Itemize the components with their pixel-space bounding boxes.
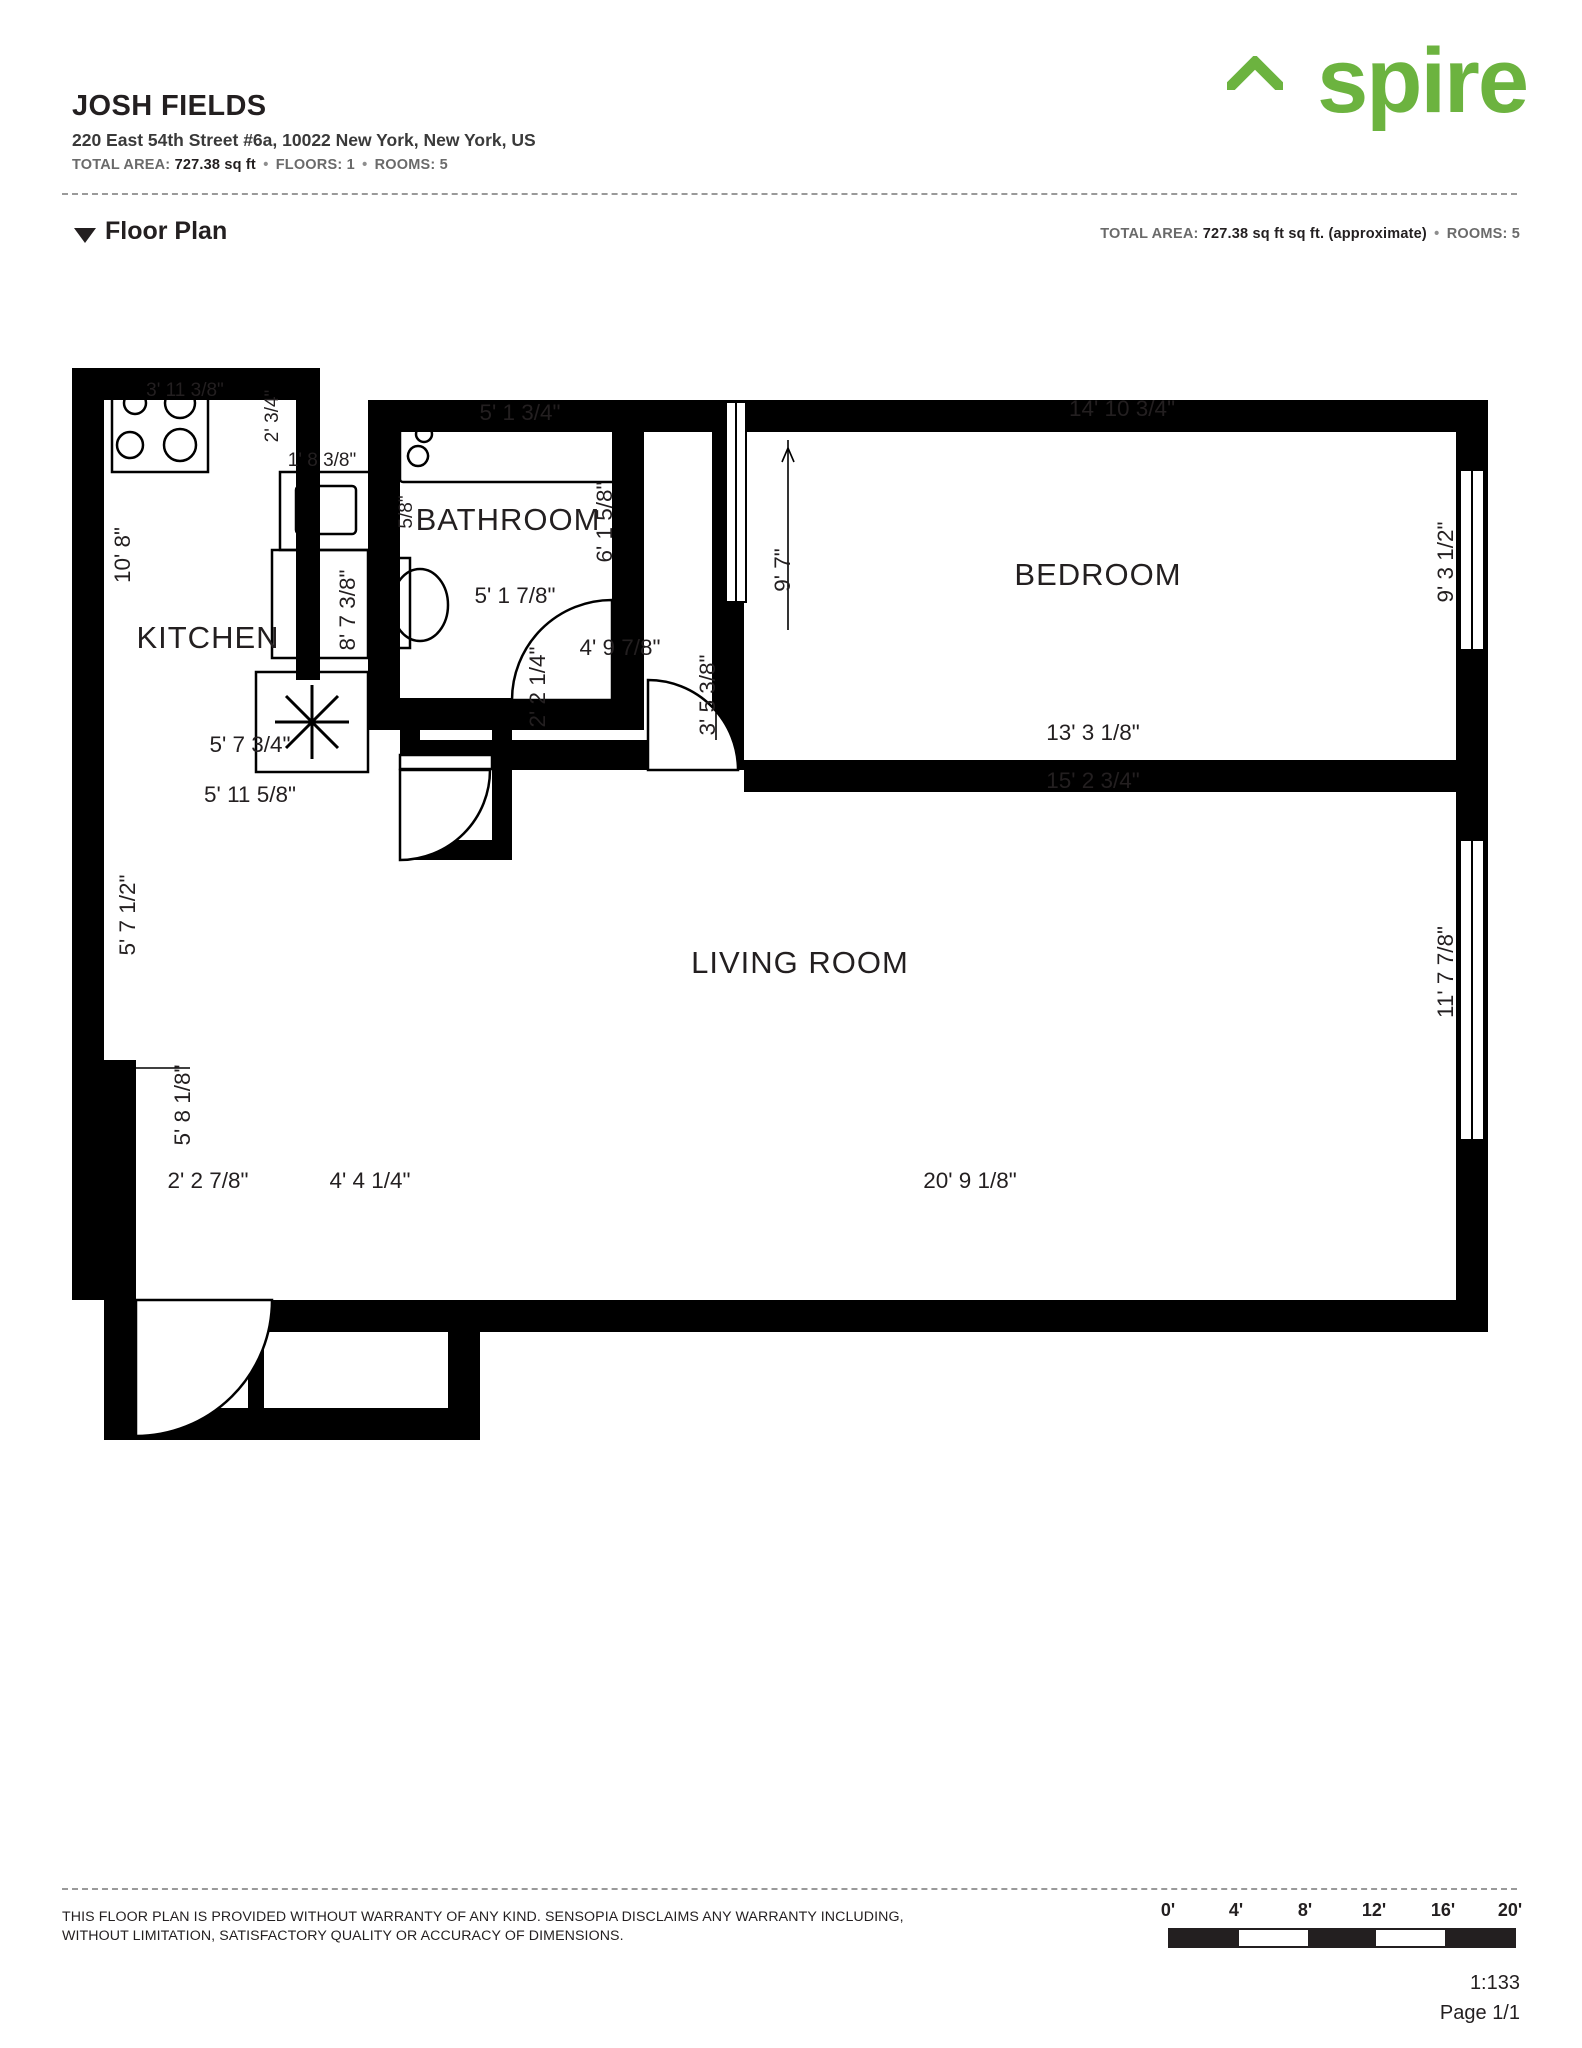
dimension-label: 5' 11 5/8" bbox=[204, 782, 296, 807]
dimension-label: 5' 7 1/2" bbox=[115, 874, 140, 956]
sub-sep-1: • bbox=[1434, 226, 1440, 242]
header-sep-2: • bbox=[362, 157, 368, 173]
dimension-label: 1' 8 3/8" bbox=[287, 450, 357, 471]
header-total-area-value: 727.38 sq ft bbox=[174, 157, 256, 173]
dimension-label: 8' 7 3/8" bbox=[335, 569, 360, 651]
dimension-label: 5/8" bbox=[396, 495, 417, 529]
dimension-label: 5' 1 7/8" bbox=[474, 583, 556, 608]
dimension-label: 10' 8" bbox=[110, 526, 135, 584]
spire-logo-text: spire bbox=[1317, 30, 1527, 132]
header-total-area-label: TOTAL AREA: bbox=[72, 157, 171, 173]
dimension-label: 3' 11 3/8" bbox=[146, 380, 224, 401]
scale-ratio: 1:133 bbox=[1469, 1972, 1520, 1994]
dimension-label: 13' 3 1/8" bbox=[1046, 720, 1140, 745]
header-floors: FLOORS: 1 bbox=[275, 157, 355, 173]
sub-total-area-value: 727.38 sq ft sq ft. (approximate) bbox=[1202, 226, 1427, 242]
header-divider bbox=[62, 193, 1517, 195]
dimension-label: 15' 2 3/4" bbox=[1046, 768, 1140, 793]
dimension-label: 9' 3 1/2" bbox=[1433, 521, 1458, 603]
dimension-label: 2' 2 7/8" bbox=[167, 1168, 249, 1193]
scale-tick-labels bbox=[1160, 1900, 1523, 1926]
client-name: JOSH FIELDS bbox=[72, 90, 267, 122]
spire-logo bbox=[1227, 26, 1527, 136]
dimension-label: 5' 8 1/8" bbox=[170, 1064, 195, 1146]
header-stats bbox=[72, 157, 448, 173]
page-number: Page 1/1 bbox=[1439, 2002, 1520, 2024]
header-rooms: ROOMS: 5 bbox=[374, 157, 448, 173]
footer-divider bbox=[62, 1888, 1517, 1890]
dimension-label: 4' 9 7/8" bbox=[579, 635, 661, 660]
floor-plan-drawing bbox=[0, 300, 1582, 1850]
sub-total-area-label: TOTAL AREA: bbox=[1100, 226, 1199, 242]
dimension-label: 20' 9 1/8" bbox=[923, 1168, 1017, 1193]
scale-tick-4: 4' bbox=[1228, 1900, 1244, 1920]
scale-seg-5 bbox=[1445, 1930, 1514, 1946]
floorplan-subheader bbox=[0, 212, 1582, 260]
header-sep-1: • bbox=[263, 157, 269, 173]
subheader-stats bbox=[1100, 226, 1520, 242]
room-label-living: LIVING ROOM bbox=[691, 945, 909, 980]
page-header bbox=[0, 0, 1582, 200]
dimension-label: 4' 4 1/4" bbox=[329, 1168, 411, 1193]
dimension-label: 11' 7 7/8" bbox=[1433, 926, 1458, 1018]
sub-rooms: ROOMS: 5 bbox=[1446, 226, 1520, 242]
dimension-label: 14' 10 3/4" bbox=[1068, 396, 1176, 421]
floorplan-title: Floor Plan bbox=[105, 217, 228, 245]
dimension-label: 5' 7 3/4" bbox=[209, 732, 291, 757]
scale-bar-graphic bbox=[1168, 1928, 1516, 1948]
caret-logo-icon bbox=[1227, 56, 1283, 90]
scale-tick-8: 8' bbox=[1297, 1900, 1313, 1920]
scale-seg-3 bbox=[1308, 1930, 1377, 1946]
dimension-label: 3' 5 3/8" bbox=[695, 654, 720, 736]
scale-tick-20: 20' bbox=[1497, 1900, 1523, 1920]
scale-seg-4 bbox=[1376, 1930, 1445, 1946]
disclaimer-line-2: WITHOUT LIMITATION, SATISFACTORY QUALITY OR ACCURACY OF DIMENSIONS. bbox=[62, 1928, 624, 1945]
scale-tick-12: 12' bbox=[1361, 1900, 1387, 1920]
collapse-triangle-icon[interactable] bbox=[74, 228, 96, 243]
scale-tick-16: 16' bbox=[1430, 1900, 1456, 1920]
dimension-label: 2' 3/4" bbox=[262, 389, 283, 443]
dimension-label: 5' 1 3/4" bbox=[479, 400, 561, 425]
wall-outlines bbox=[72, 368, 1488, 1440]
scale-tick-0: 0' bbox=[1160, 1900, 1176, 1920]
room-label-bedroom: BEDROOM bbox=[1014, 557, 1182, 592]
dimension-label: 6' 1 5/8" bbox=[592, 481, 617, 563]
scale-seg-2 bbox=[1239, 1930, 1308, 1946]
room-label-kitchen: KITCHEN bbox=[136, 620, 280, 655]
room-label-bathroom: BATHROOM bbox=[415, 502, 601, 537]
scale-bar bbox=[1160, 1900, 1523, 1960]
dimension-label: 2' 2 1/4" bbox=[525, 646, 550, 728]
property-address: 220 East 54th Street #6a, 10022 New York, New York, US bbox=[72, 130, 536, 150]
dimension-label: 9' 7" bbox=[770, 548, 795, 592]
disclaimer-text bbox=[62, 1908, 992, 1946]
page-footer bbox=[0, 1880, 1582, 2048]
disclaimer-line-1: THIS FLOOR PLAN IS PROVIDED WITHOUT WARRANTY OF ANY KIND. SENSOPIA DISCLAIMS ANY WARRANTY INCLUDING, bbox=[62, 1909, 904, 1925]
scale-seg-1 bbox=[1170, 1930, 1239, 1946]
